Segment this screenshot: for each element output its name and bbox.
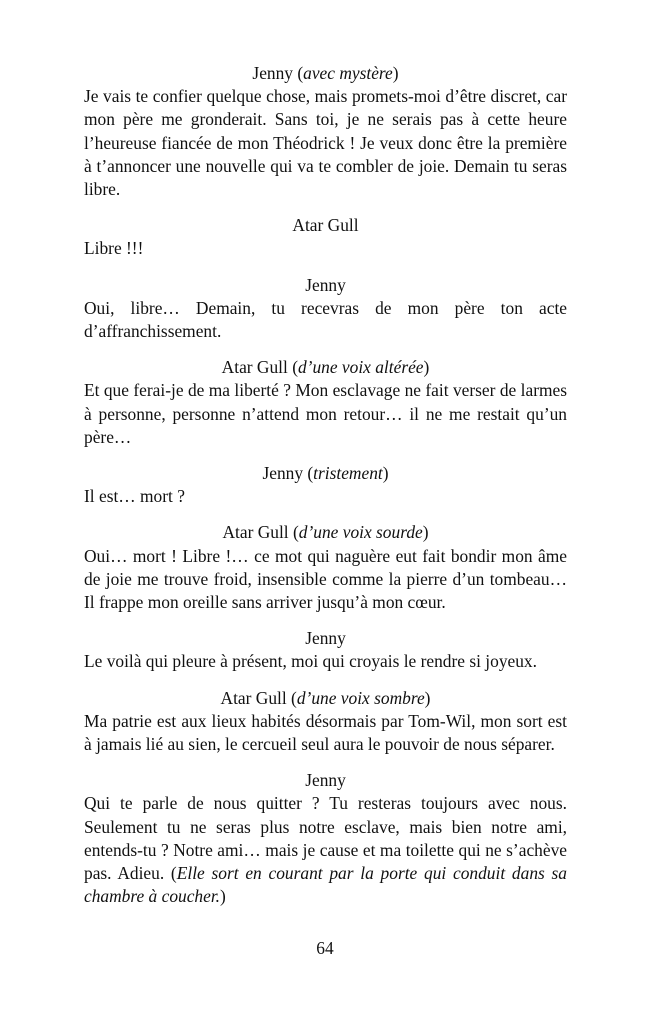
speech-text: Et que ferai-je de ma liberté ? Mon esclavage ne fait verser de larmes à personne, personne n’attend mon retour… il ne me restait qu’un père… [84, 380, 567, 447]
stage-direction: d’une voix sombre [296, 687, 425, 708]
speaker-line [84, 274, 567, 297]
speaker-line: Atar Gull (d’une voix sourde) [222, 522, 429, 543]
speaker-name: Jenny [305, 770, 346, 791]
dialogue-block [84, 687, 567, 757]
speech-text [84, 792, 567, 908]
speech-text: Oui, libre… Demain, tu recevras de mon père ton acte d’affranchissement. [84, 297, 567, 342]
speaker-name: Jenny [262, 463, 304, 484]
speech-text: Libre !!! [84, 238, 144, 259]
speaker-line: Atar Gull (d’une voix sombre) [220, 687, 431, 708]
speech-text: Le voilà qui pleure à présent, moi qui croyais le rendre si joyeux. [84, 651, 537, 672]
speaker-name: Jenny [305, 274, 346, 295]
dialogue-block [84, 627, 567, 673]
page-number: 64 [316, 938, 334, 958]
speaker-name: Atar Gull [222, 522, 289, 543]
stage-direction: tristement [313, 463, 383, 484]
speaker-name: Atar Gull [292, 215, 359, 236]
speech-text: Je vais te confier quelque chose, mais promets-moi d’être discret, car mon père me gronderait. Sans toi, je ne serais pas à cette heure l’heureuse fiancée de mon Théodrick ! Je veux donc être la première à t’annoncer une nouvelle qui va te combler de joie. Demain tu seras libre. [84, 86, 567, 200]
speaker-line: Jenny (tristement) [262, 463, 389, 484]
dialogue-block [84, 769, 567, 908]
stage-direction: d’une voix sourde [298, 522, 423, 543]
dialogue-block [84, 214, 567, 260]
dialogue-block [84, 462, 567, 508]
speech-text-end: ) [220, 886, 226, 907]
dialogue-block [84, 521, 567, 614]
speaker-name: Jenny [305, 628, 346, 649]
dialogue-block [84, 274, 567, 344]
speaker-line [84, 627, 567, 650]
speaker-line [84, 769, 567, 792]
dialogue-block [84, 62, 567, 201]
speaker-line: Atar Gull (d’une voix altérée) [221, 357, 430, 378]
book-page [84, 62, 567, 922]
speaker-name: Jenny [252, 63, 293, 83]
speaker-line [84, 214, 567, 237]
speech-text: Ma patrie est aux lieux habités désormais par Tom-Wil, mon sort est à jamais lié au sien, le cercueil seul aura le pouvoir de nous séparer. [84, 710, 567, 755]
dialogue-block [84, 356, 567, 449]
speaker-name: Atar Gull [220, 687, 287, 708]
speech-text: Oui… mort ! Libre !… ce mot qui naguère eut fait bondir mon âme de joie me trouve froid, insensible comme la pierre d’un tombeau… Il frappe mon oreille sans arriver jusqu’à mon cœur. [84, 545, 567, 613]
speaker-line: Jenny (avec mystère) [252, 63, 399, 83]
stage-direction: d’une voix altérée [297, 357, 424, 378]
stage-direction: avec mystère [303, 63, 393, 83]
stage-direction-inline: Elle sort en courant par la porte qui conduit dans sa chambre à coucher. [84, 863, 568, 907]
speech-text-main: Qui te parle de nous quitter ? Tu resteras toujours avec nous. Seulement tu ne seras plus notre esclave, mais bien notre ami, entends-tu ? Notre ami… mais je cause et ma toilette qui ne s’achève pas. Adieu. ( [84, 793, 567, 884]
speech-text: Il est… mort ? [84, 486, 185, 507]
speaker-name: Atar Gull [221, 357, 288, 378]
